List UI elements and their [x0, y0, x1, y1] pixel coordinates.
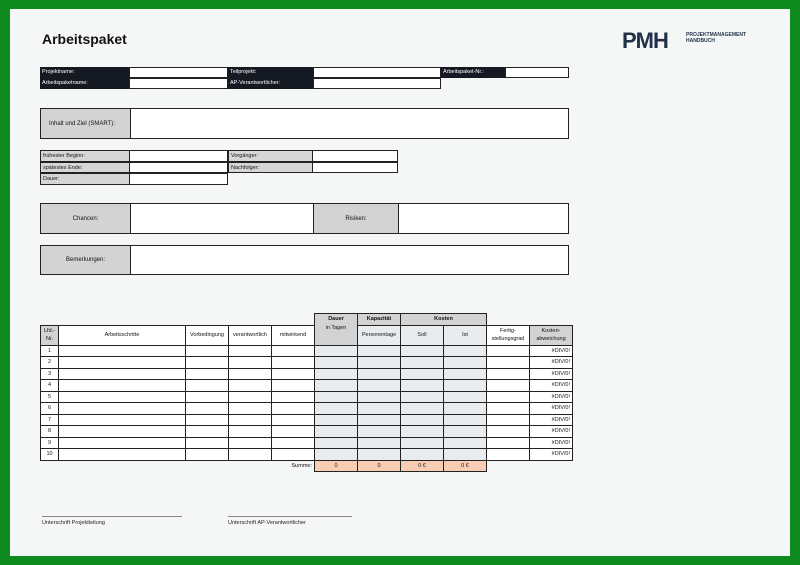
verantwortlich-cell[interactable]: [229, 426, 272, 438]
soll-cell[interactable]: [401, 403, 444, 415]
table-row: [41, 437, 573, 449]
teilprojekt-field[interactable]: [313, 67, 441, 78]
personentage-cell[interactable]: [358, 391, 401, 403]
verantwortlich-cell[interactable]: [229, 403, 272, 415]
soll-cell[interactable]: [401, 391, 444, 403]
vorbedingung-cell[interactable]: [186, 414, 229, 426]
table-row: [41, 414, 573, 426]
table-row: [41, 380, 573, 392]
arbeitsschritt-cell[interactable]: [59, 357, 186, 369]
dauer-cell[interactable]: [315, 403, 358, 415]
soll-cell[interactable]: [401, 437, 444, 449]
lfd-nr-cell: 2: [41, 357, 59, 369]
fertigstellungsgrad-cell[interactable]: [487, 380, 530, 392]
vorbedingung-cell[interactable]: [186, 449, 229, 461]
kostenabweichung-cell: #DIV/0!: [530, 426, 573, 438]
verantwortlich-cell[interactable]: [229, 391, 272, 403]
bemerkungen-label: Bemerkungen:: [41, 246, 131, 274]
fertigstellungsgrad-cell[interactable]: [487, 357, 530, 369]
personentage-cell[interactable]: [358, 449, 401, 461]
lfd-nr-header: Lfd.- Nr.: [41, 325, 59, 345]
verantwortlich-cell[interactable]: [229, 449, 272, 461]
fruehester-beginn-field[interactable]: [129, 150, 228, 162]
logo-line2: HANDBUCH: [686, 38, 715, 44]
lfd-nr-cell: 3: [41, 368, 59, 380]
signature-line-projektleitung: [42, 516, 182, 517]
fertigstellungsgrad-cell[interactable]: [487, 368, 530, 380]
mitwirkend-header: mitwirkend: [272, 325, 315, 345]
dauer-cell[interactable]: [315, 449, 358, 461]
ist-cell[interactable]: [444, 426, 487, 438]
table-row: [41, 403, 573, 415]
dauer-cell[interactable]: [315, 345, 358, 357]
arbeitsschritt-cell[interactable]: [59, 449, 186, 461]
mitwirkend-cell[interactable]: [272, 380, 315, 392]
vorbedingung-header: Vorbedingung: [186, 325, 229, 345]
arbeitsschritt-cell[interactable]: [59, 391, 186, 403]
dauer-cell[interactable]: [315, 357, 358, 369]
summe-soll: 0 €: [401, 460, 444, 472]
dauer-field[interactable]: [129, 173, 228, 185]
soll-cell[interactable]: [401, 426, 444, 438]
signature-ap-verantwortlicher-label: Unterschrift AP-Verantwortlicher: [228, 520, 306, 526]
summe-row: [41, 460, 573, 472]
kostenabweichung-header: Kosten- abweichung: [530, 325, 573, 345]
kostenabweichung-cell: #DIV/0!: [530, 414, 573, 426]
ist-cell[interactable]: [444, 368, 487, 380]
personentage-cell[interactable]: [358, 357, 401, 369]
table-row: [41, 345, 573, 357]
teilprojekt-label: Teilprojekt:: [228, 67, 313, 78]
arbeitsschritt-cell[interactable]: [59, 426, 186, 438]
soll-cell[interactable]: [401, 414, 444, 426]
ap-verantwortlicher-field[interactable]: [313, 78, 441, 89]
nachfolger-label: Nachfolger:: [228, 162, 313, 174]
bemerkungen-box: [40, 245, 569, 275]
group-header-row: [41, 314, 573, 326]
arbeitsschritt-cell[interactable]: [59, 380, 186, 392]
mitwirkend-cell[interactable]: [272, 403, 315, 415]
ist-cell[interactable]: [444, 403, 487, 415]
summe-dauer: 0: [315, 460, 358, 472]
vorgaenger-label: Vorgänger:: [228, 150, 313, 162]
soll-header: Soll: [401, 325, 444, 345]
dauer-cell[interactable]: [315, 437, 358, 449]
personentage-cell[interactable]: [358, 380, 401, 392]
lfd-nr-cell: 5: [41, 391, 59, 403]
verantwortlich-cell[interactable]: [229, 345, 272, 357]
page-title: Arbeitspaket: [42, 31, 127, 47]
fertigstellungsgrad-cell[interactable]: [487, 426, 530, 438]
ist-header: Ist: [444, 325, 487, 345]
dauer-cell[interactable]: [315, 414, 358, 426]
vorbedingung-cell[interactable]: [186, 357, 229, 369]
verantwortlich-cell[interactable]: [229, 414, 272, 426]
table-row: [41, 391, 573, 403]
vorbedingung-cell[interactable]: [186, 426, 229, 438]
table-row: [41, 357, 573, 369]
kostenabweichung-cell: #DIV/0!: [530, 368, 573, 380]
vorbedingung-cell[interactable]: [186, 345, 229, 357]
lfd-nr-cell: 9: [41, 437, 59, 449]
logo-initials: PMH: [622, 29, 668, 51]
ist-cell[interactable]: [444, 391, 487, 403]
fertigstellungsgrad-cell[interactable]: [487, 437, 530, 449]
vorgaenger-field[interactable]: [312, 150, 398, 162]
chancen-risiken-box: [40, 203, 569, 234]
personentage-cell[interactable]: [358, 414, 401, 426]
vorbedingung-cell[interactable]: [186, 391, 229, 403]
verantwortlich-header: verantwortlich: [229, 325, 272, 345]
summe-ist: 0 €: [444, 460, 487, 472]
arbeitspaketname-label: Arbeitspaketname:: [40, 78, 129, 89]
lfd-nr-cell: 4: [41, 380, 59, 392]
dauer-label: Dauer:: [40, 173, 130, 185]
arbeitsschritte-header: Arbeitsschritte: [59, 325, 186, 345]
arbeitsschritte-table: [40, 313, 573, 472]
verantwortlich-cell[interactable]: [229, 357, 272, 369]
personentage-cell[interactable]: [358, 403, 401, 415]
mitwirkend-cell[interactable]: [272, 437, 315, 449]
ap-verantwortlicher-label: AP-Verantwortlicher:: [228, 78, 313, 89]
arbeitspaket-nr-field[interactable]: [505, 67, 569, 78]
inhalt-ziel-field[interactable]: [131, 109, 568, 138]
verantwortlich-cell[interactable]: [229, 437, 272, 449]
soll-cell[interactable]: [401, 380, 444, 392]
lfd-nr-cell: 6: [41, 403, 59, 415]
projektname-field[interactable]: [129, 67, 228, 78]
ist-cell[interactable]: [444, 345, 487, 357]
spaetestes-ende-label: spätestes Ende:: [40, 162, 130, 174]
personentage-cell[interactable]: [358, 368, 401, 380]
ist-cell[interactable]: [444, 380, 487, 392]
kapazitaet-group-header: Kapazität: [358, 314, 401, 326]
dauer-cell[interactable]: [315, 380, 358, 392]
spaetestes-ende-field[interactable]: [129, 162, 228, 174]
arbeitsschritt-cell[interactable]: [59, 414, 186, 426]
ist-cell[interactable]: [444, 437, 487, 449]
mitwirkend-cell[interactable]: [272, 426, 315, 438]
arbeitsschritt-cell[interactable]: [59, 437, 186, 449]
worksheet: [10, 9, 790, 556]
arbeitsschritt-cell[interactable]: [59, 368, 186, 380]
kostenabweichung-cell: #DIV/0!: [530, 357, 573, 369]
soll-cell[interactable]: [401, 357, 444, 369]
chancen-label: Chancen:: [41, 204, 131, 233]
mitwirkend-cell[interactable]: [272, 368, 315, 380]
vorbedingung-cell[interactable]: [186, 368, 229, 380]
lfd-nr-cell: 8: [41, 426, 59, 438]
fertigstellungsgrad-cell[interactable]: [487, 414, 530, 426]
verantwortlich-cell[interactable]: [229, 380, 272, 392]
dauer-cell[interactable]: [315, 426, 358, 438]
logo-line1: PROJEKTMANAGEMENT: [686, 32, 747, 38]
kostenabweichung-cell: #DIV/0!: [530, 437, 573, 449]
pmh-logo: [622, 29, 767, 51]
kostenabweichung-cell: #DIV/0!: [530, 380, 573, 392]
kostenabweichung-cell: #DIV/0!: [530, 391, 573, 403]
arbeitspaketname-field[interactable]: [129, 78, 228, 89]
fertigstellungsgrad-cell[interactable]: [487, 345, 530, 357]
mitwirkend-cell[interactable]: [272, 357, 315, 369]
ist-cell[interactable]: [444, 449, 487, 461]
signature-line-ap-verantwortlicher: [228, 516, 352, 517]
mitwirkend-cell[interactable]: [272, 414, 315, 426]
nachfolger-field[interactable]: [312, 162, 398, 174]
kostenabweichung-cell: #DIV/0!: [530, 403, 573, 415]
lfd-nr-cell: 10: [41, 449, 59, 461]
dauer-group-header: Dauer in Tagen: [315, 314, 358, 346]
kosten-group-header: Kosten: [401, 314, 487, 326]
soll-cell[interactable]: [401, 345, 444, 357]
mitwirkend-cell[interactable]: [272, 449, 315, 461]
personentage-header: Personentage: [358, 325, 401, 345]
summe-label: Summe:: [291, 463, 312, 469]
signature-projektleitung-label: Unterschrift Projektleitung: [42, 520, 105, 526]
vorbedingung-cell[interactable]: [186, 403, 229, 415]
inhalt-ziel-label: Inhalt und Ziel (SMART):: [41, 109, 131, 138]
dauer-cell[interactable]: [315, 368, 358, 380]
personentage-cell[interactable]: [358, 426, 401, 438]
arbeitsschritt-cell[interactable]: [59, 345, 186, 357]
fruehester-beginn-label: frühester Beginn:: [40, 150, 130, 162]
bemerkungen-field[interactable]: [131, 246, 568, 274]
ist-cell[interactable]: [444, 414, 487, 426]
verantwortlich-cell[interactable]: [229, 368, 272, 380]
column-header-row: [41, 325, 573, 345]
vorbedingung-cell[interactable]: [186, 380, 229, 392]
personentage-cell[interactable]: [358, 345, 401, 357]
soll-cell[interactable]: [401, 368, 444, 380]
projektname-label: Projektname:: [40, 67, 129, 78]
arbeitspaket-nr-label: Arbeitspaket-Nr.:: [441, 67, 505, 78]
ist-cell[interactable]: [444, 357, 487, 369]
fertigstellungsgrad-cell[interactable]: [487, 403, 530, 415]
summe-personentage: 0: [358, 460, 401, 472]
dauer-cell[interactable]: [315, 391, 358, 403]
kostenabweichung-cell: #DIV/0!: [530, 449, 573, 461]
mitwirkend-cell[interactable]: [272, 345, 315, 357]
risiken-field[interactable]: [399, 204, 568, 233]
inhalt-ziel-box: [40, 108, 569, 139]
table-row: [41, 449, 573, 461]
risiken-label: Risiken:: [314, 204, 399, 233]
table-row: [41, 368, 573, 380]
kostenabweichung-cell: #DIV/0!: [530, 345, 573, 357]
lfd-nr-cell: 1: [41, 345, 59, 357]
arbeitsschritt-cell[interactable]: [59, 403, 186, 415]
soll-cell[interactable]: [401, 449, 444, 461]
fertigstellungsgrad-cell[interactable]: [487, 391, 530, 403]
fertigstellungsgrad-header: Fertig- stellungsgrad: [487, 325, 530, 345]
fertigstellungsgrad-cell[interactable]: [487, 449, 530, 461]
mitwirkend-cell[interactable]: [272, 391, 315, 403]
vorbedingung-cell[interactable]: [186, 437, 229, 449]
lfd-nr-cell: 7: [41, 414, 59, 426]
personentage-cell[interactable]: [358, 437, 401, 449]
table-row: [41, 426, 573, 438]
chancen-field[interactable]: [131, 204, 314, 233]
